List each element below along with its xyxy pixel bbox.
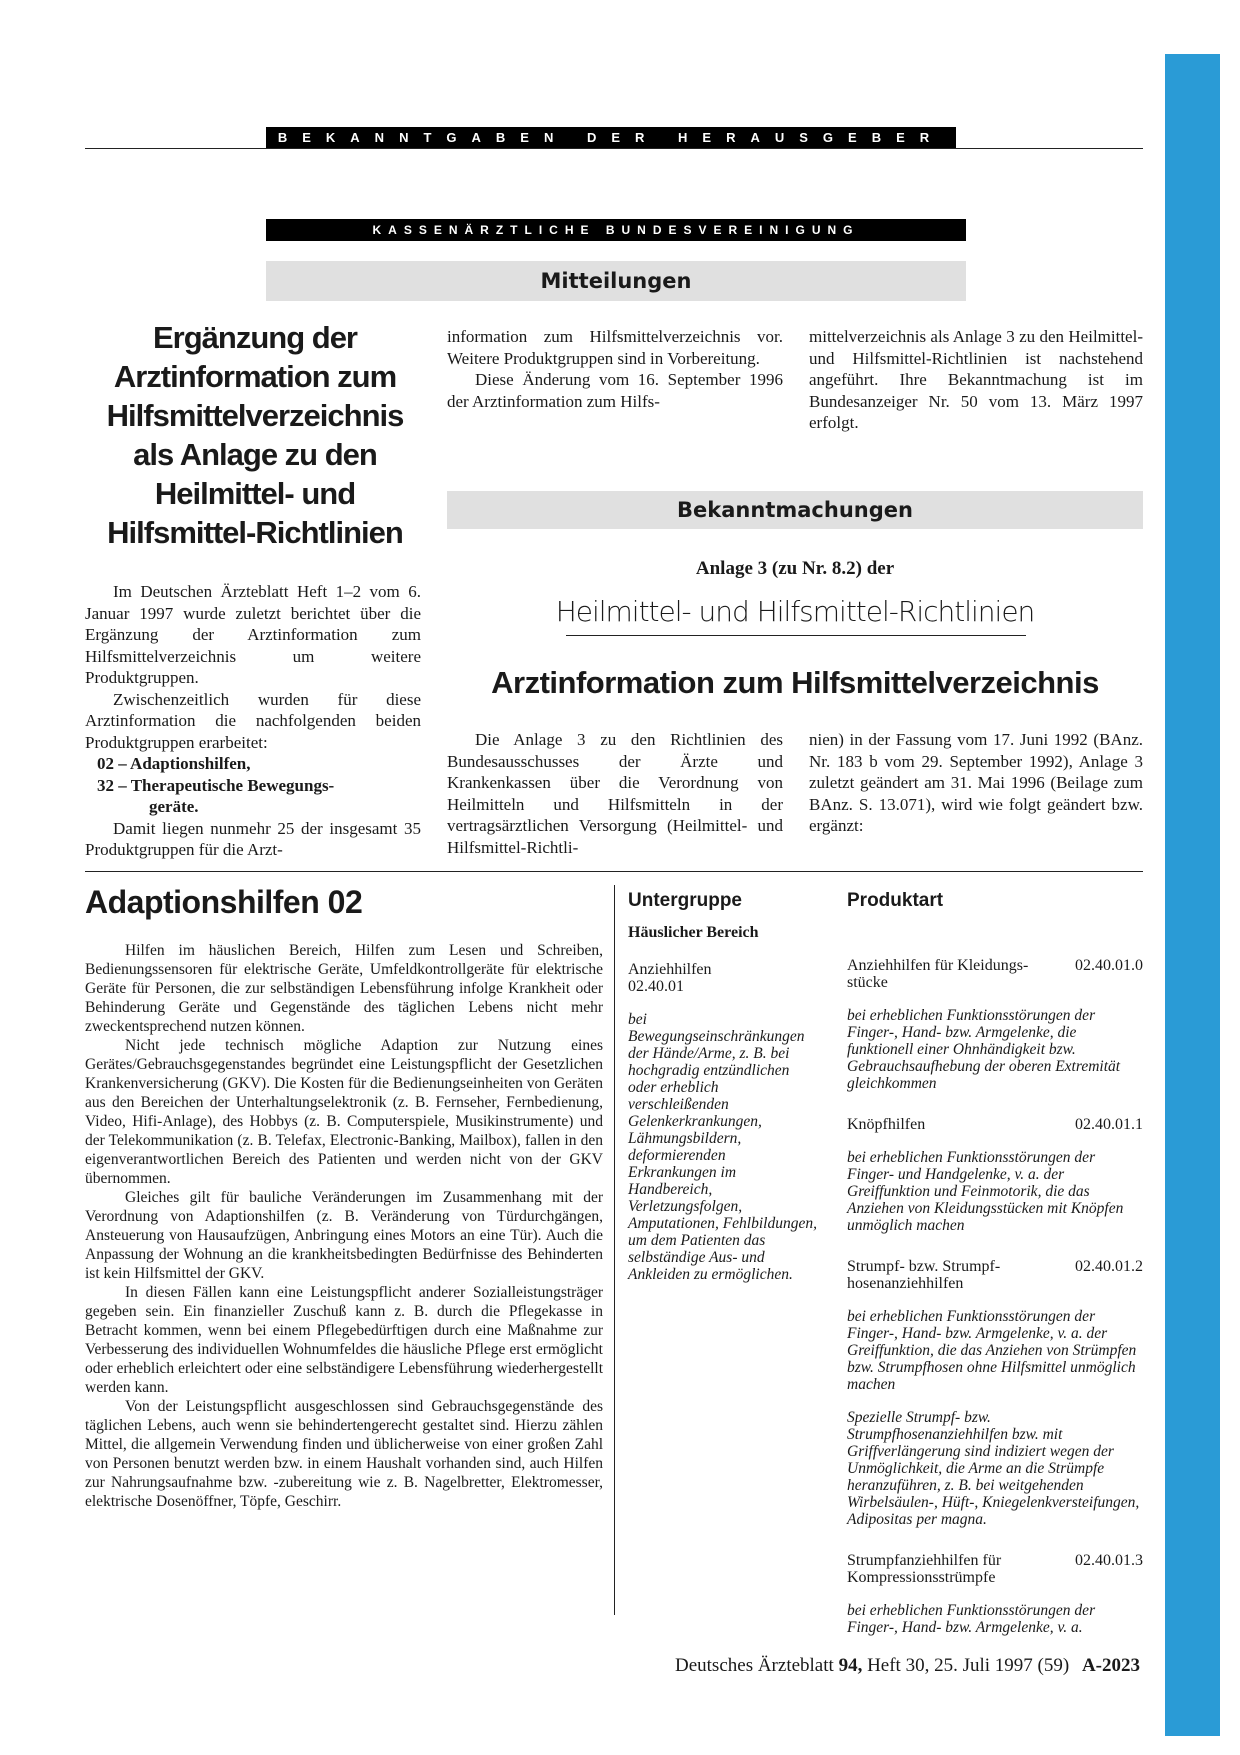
- edge-color-bar: [1165, 54, 1220, 1736]
- richtlinien-underline: [566, 635, 1026, 636]
- product-description: bei erheblichen Funktionsstörungen der Finger-, Hand- bzw. Armgelenke, v. a. der Greiffunktion, die das Anziehen von Strümpfen bzw. Strumpfhosen ohne Hilfsmittel unmöglich machen: [847, 1308, 1137, 1393]
- untergruppe-code: 02.40.01: [628, 978, 684, 995]
- section-mitteilungen: Mitteilungen: [266, 261, 966, 301]
- product-row: [847, 1116, 1143, 1133]
- volume: 94,: [838, 1655, 863, 1676]
- richtlinien-heading: Heilmittel- und Hilfsmittel-Richtlinien: [555, 595, 1035, 628]
- paragraph: Im Deutschen Ärzteblatt Heft 1–2 vom 6. Januar 1997 wurde zuletzt berichtet über die Ergänzung der Arztinformation zum Hilfsmittelverzeichnis um weitere Produktgruppen.: [85, 582, 421, 687]
- produktart-column: [847, 890, 1143, 1636]
- product-name: Strumpfanziehhilfen für Kompressionsstrümpfe: [847, 1552, 1002, 1586]
- paragraph: Die Anlage 3 zu den Richtlinien des Bundesausschusses der Ärzte und Krankenkassen über die Verordnung von Heilmitteln und Hilfsmitteln in der vertragsärztlichen Versorgung (Heilmittel- und Hilfsmittel-Richtli-: [447, 730, 783, 857]
- list-item: 02 – Adaptionshilfen,: [97, 754, 251, 773]
- section-rule: [85, 871, 1143, 872]
- issue-info: Heft 30, 25. Juli 1997 (59): [867, 1655, 1070, 1676]
- header-rule: [85, 148, 1143, 149]
- untergruppe-column: [628, 890, 818, 1283]
- page-footer: [675, 1655, 1140, 1677]
- anlage-line: Anlage 3 (zu Nr. 8.2) der: [695, 558, 895, 579]
- product-description: bei erheblichen Funktionsstörungen der Finger- und Handgelenke, v. a. der Greiffunktion und Feinmotorik, die das Anziehen von Kleidungsstücken mit Knöpfen unmöglich machen: [847, 1149, 1124, 1234]
- paragraph: information zum Hilfsmittelverzeichnis vor. Weitere Produktgruppen sind in Vorbereitung.: [447, 327, 783, 368]
- product-row: [847, 1258, 1143, 1292]
- untergruppe-description: bei Bewegungseinschränkungen der Hände/Arme, z. B. bei hochgradig entzündlichen oder erheblich verschleißenden Gelenkerkrankungen, Lähmungsbildern, deformierenden Erkrankungen im Handbereich, Verletzungsfolgen, Amputationen, Fehlbildungen, um dem Patienten das selbständige Aus- und Ankleiden zu ermöglichen.: [628, 1011, 817, 1283]
- bereich-label: Häuslicher Bereich: [628, 924, 759, 941]
- article-col-1: [85, 581, 421, 861]
- paragraph: In diesen Fällen kann eine Leistungspflicht anderer Sozialleistungsträger gegeben sein. Ein finanzieller Zuschuß kann z. B. durch die Pflegekasse in Betracht kommen, wenn bei einem Pflegebedürftigen durch eine Maßnahme zur Verbesserung des individuellen Wohnumfeldes die häusliche Pflege erst ermöglicht oder erheblich erleichtert oder eine selbständigere Lebensführung wiederhergestellt werden kann.: [85, 1284, 603, 1396]
- journal-name: Deutsches Ärzteblatt: [675, 1655, 834, 1676]
- title-line: Ergänzung der: [152, 320, 357, 355]
- product-description: bei erheblichen Funktionsstörungen der Finger-, Hand- bzw. Armgelenke, v. a.: [847, 1602, 1096, 1636]
- list-item-continued: geräte.: [149, 797, 199, 816]
- paragraph: Nicht jede technisch mögliche Adaption zur Nutzung eines Gerätes/Gebrauchsgegenstandes begründet eine Leistungspflicht der Gesetzlichen Krankenversicherung (GKV). Die Kosten für die Bedienungseinheiten von Geräten aus den Bereichen der Unterhaltungselektronik (z. B. Fernseher, Fernbedienung, Video, Hifi-Anlage), des Hobbys (z. B. Computerspiele, Musikinstrumente) und der Telekommunikation (z. B. Telefax, Electronic-Banking, Mailbox), fallen in den eigenverantwortlichen Bereich des Patienten und werden nicht von der GKV übernommen.: [85, 1037, 603, 1187]
- product-row: [847, 957, 1143, 991]
- product-description: bei erheblichen Funktionsstörungen der Finger-, Hand- bzw. Armgelenke, die funktionell einer Ohnhändigkeit bzw. Gebrauchsaufhebung der oberen Extremität gleichkommen: [847, 1007, 1121, 1092]
- column-divider: [614, 885, 615, 1615]
- announcement-col-2: [809, 729, 1143, 837]
- product-row: [847, 1552, 1143, 1586]
- product-code: 02.40.01.0: [1075, 957, 1143, 974]
- untergruppe-name: Anziehhilfen: [628, 961, 712, 978]
- produktart-header: Produktart: [847, 890, 944, 911]
- untergruppe-header: Untergruppe: [628, 890, 742, 911]
- adaption-body: [85, 941, 603, 1511]
- list-item: 32 – Therapeutische Bewegungs-: [97, 775, 335, 795]
- article-col-3: [809, 326, 1143, 434]
- product-code: 02.40.01.1: [1075, 1116, 1143, 1133]
- paragraph: Von der Leistungspflicht ausgeschlossen sind Gebrauchsgegenstände des täglichen Lebens, auch wenn sie behindertengerecht gestaltet sind. Hierzu zählen Mittel, die allgemein Verwendung finden und üblicherweise von einer großen Zahl von Personen benutzt werden bzw. in einem Haushalt vorhanden sind, auch Hilfen zur Nahrungsaufnahme bzw. -zubereitung wie z. B. Nagelbretter, Elektromesser, elektrische Dosenöffner, Töpfe, Geschirr.: [85, 1398, 603, 1510]
- product-code: 02.40.01.2: [1075, 1258, 1143, 1275]
- product-code: 02.40.01.3: [1075, 1552, 1143, 1569]
- paragraph: Diese Änderung vom 16. September 1996 der Arztinformation zum Hilfs-: [447, 370, 783, 411]
- adaption-title: Adaptionshilfen 02: [85, 884, 363, 920]
- announcement-col-1: [447, 729, 783, 858]
- title-line: als Anlage zu den: [133, 437, 377, 472]
- page-number: A-2023: [1081, 1655, 1140, 1676]
- product-name: Strumpf- bzw. Strumpf-hosenanziehhilfen: [847, 1258, 1001, 1292]
- product-name: Anziehhilfen für Kleidungs-stücke: [847, 957, 1029, 991]
- paragraph: Damit liegen nunmehr 25 der insgesamt 35 Produktgruppen für die Arzt-: [85, 818, 421, 859]
- header-band: BEKANNTGABEN DER HERAUSGEBER: [266, 127, 956, 149]
- section-bekanntmachungen: Bekanntmachungen: [447, 491, 1143, 529]
- article-col-2: [447, 326, 783, 412]
- article-title: [85, 318, 425, 552]
- title-line: Arztinformation zum: [113, 359, 397, 394]
- product-description-extra: Spezielle Strumpf- bzw. Strumpfhosenanziehhilfen bzw. mit Griffverlängerung sind indiziert wegen der Unmöglichkeit, die Arme an die Strümpfe heranzuführen, z. B. bei weitgehenden Wirbelsäulen-, Hüft-, Kniegelenkversteifungen, Adipositas per magna.: [847, 1409, 1140, 1528]
- paragraph: Gleiches gilt für bauliche Veränderungen im Zusammenhang mit der Verordnung von Adaptionshilfen (z. B. Veränderung von Türdurchgängen, Ansteuerung von Hausaufzügen, Anbringung eines Motors an eine Tür). Auch die Anpassung der Wohnung an die krankheitsbedingten Bedürfnisse des Behinderten ist kein Hilfsmittel der GKV.: [85, 1189, 603, 1282]
- org-band: KASSENÄRZTLICHE BUNDESVEREINIGUNG: [266, 219, 966, 241]
- paragraph: nien) in der Fassung vom 17. Juni 1992 (BAnz. Nr. 183 b vom 29. September 1992), Anlage 3 zuletzt geändert am 31. Mai 1996 (Beilage zum BAnz. S. 13.071), wird wie folgt geändert bzw. ergänzt:: [809, 730, 1143, 835]
- paragraph: Hilfen im häuslichen Bereich, Hilfen zum Lesen und Schreiben, Bedienungssensoren für elektrische Geräte, Umfeldkontrollgeräte für elektrische Geräte für Personen, die zur selbständigen Lebensführung infolge Krankheit oder Behinderung Geräte und Gegenstände des täglichen Lebens nicht mehr zweckentsprechend nutzen können.: [85, 942, 603, 1035]
- title-line: Heilmittel- und: [154, 476, 356, 511]
- paragraph: mittelverzeichnis als Anlage 3 zu den Heilmittel- und Hilfsmittel-Richtlinien ist nachstehend angeführt. Ihre Bekanntmachung ist im Bundesanzeiger Nr. 50 vom 13. März 1997 erfolgt.: [809, 327, 1143, 432]
- title-line: Hilfsmittelverzeichnis: [106, 398, 404, 433]
- paragraph: Zwischenzeitlich wurden für diese Arztinformation die nachfolgenden beiden Produktgruppen erarbeitet:: [85, 689, 421, 752]
- product-name: Knöpfhilfen: [847, 1116, 926, 1133]
- title-line: Hilfsmittel-Richtlinien: [107, 515, 403, 550]
- announcement-title: Arztinformation zum Hilfsmittelverzeichnis: [491, 665, 1099, 700]
